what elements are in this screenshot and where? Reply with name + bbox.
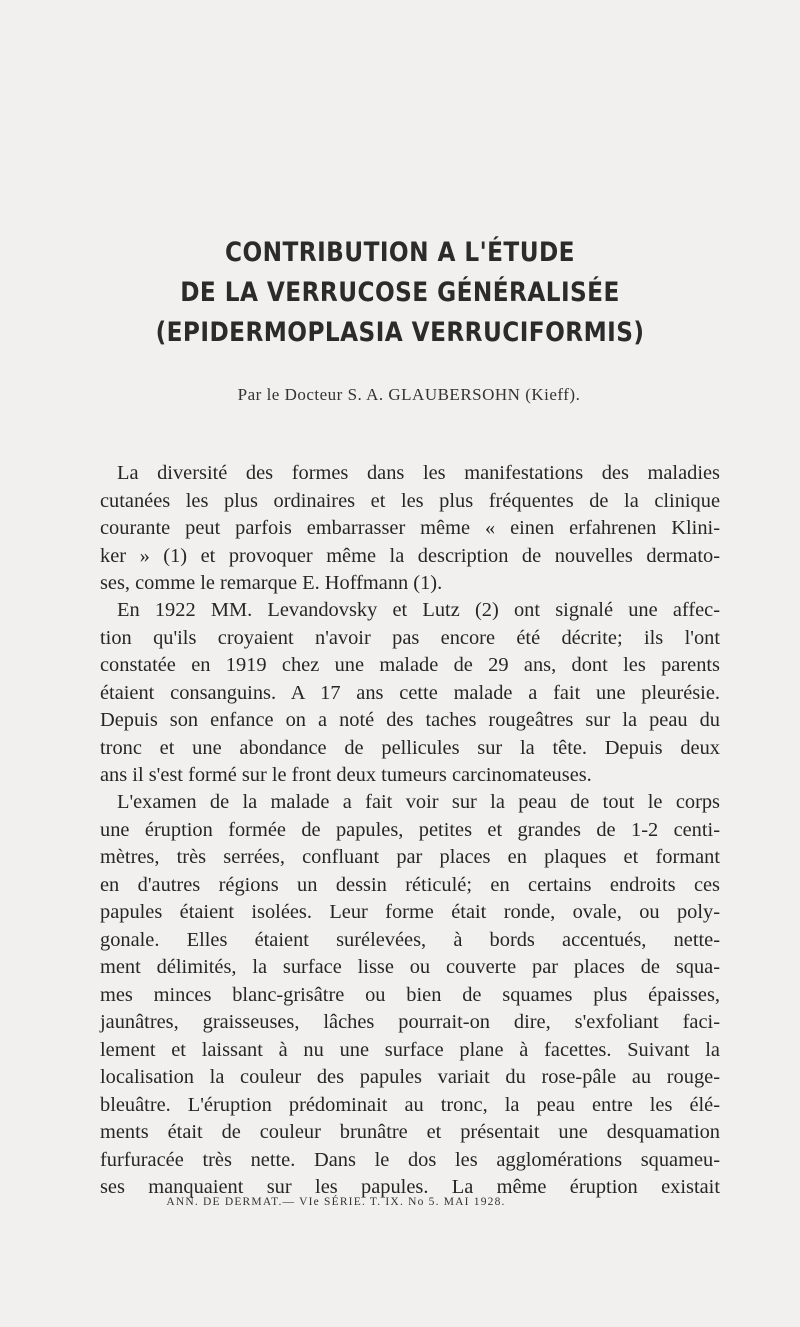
text-line: constatée en 1919 chez une malade de 29 ans, dont les parents bbox=[100, 654, 720, 676]
text-line: tronc et une abondance de pellicules sur la tête. Depuis deux bbox=[100, 736, 720, 759]
text-line: La diversité des formes dans les manifestations des maladies bbox=[117, 462, 720, 484]
text-line: ans il s'est formé sur le front deux tumeurs carcinomateuses. bbox=[100, 764, 592, 786]
title-line-2: DE LA VERRUCOSE GÉNÉRALISÉE bbox=[180, 277, 620, 308]
text-line: papules étaient isolées. Leur forme était ronde, ovale, ou poly- bbox=[100, 901, 720, 923]
text-line: une éruption formée de papules, petites et grandes de 1-2 centi- bbox=[100, 818, 720, 841]
author-byline: Par le Docteur S. A. GLAUBERSOHN (Kieff). bbox=[237, 385, 581, 404]
text-line: lement et laissant à nu une surface plane à facettes. Suivant la bbox=[100, 1038, 720, 1061]
text-line: L'examen de la malade a fait voir sur la peau de tout le corps bbox=[117, 791, 720, 813]
text-line: ses, comme le remarque E. Hoffmann (1). bbox=[100, 572, 443, 594]
text-line: tion qu'ils croyaient n'avoir pas encore été décrite; ils l'ont bbox=[100, 626, 720, 649]
text-line: localisation la couleur des papules variait du rose-pâle au rouge- bbox=[100, 1066, 720, 1088]
text-line: courante peut parfois embarrasser même « einen erfahrenen Klini- bbox=[100, 517, 720, 539]
text-line: ment délimités, la surface lisse ou couverte par places de squa- bbox=[100, 956, 720, 978]
text-line: jaunâtres, graisseuses, lâches pourrait-on dire, s'exfoliant faci- bbox=[100, 1011, 720, 1033]
paragraph-2 bbox=[100, 597, 720, 790]
text-line: ses manquaient sur les papules. La même éruption existait bbox=[100, 1176, 720, 1198]
text-line: furfuracée très nette. Dans le dos les agglomérations squameu- bbox=[100, 1148, 720, 1171]
text-line: étaient consanguins. A 17 ans cette malade a fait une pleurésie. bbox=[100, 681, 720, 704]
title-line-1: CONTRIBUTION A L'ÉTUDE bbox=[225, 237, 575, 268]
text-line: mètres, très serrées, confluant par places en plaques et formant bbox=[100, 846, 720, 868]
paragraph-3 bbox=[100, 789, 720, 1202]
text-line: ker » (1) et provoquer même la description de nouvelles dermato- bbox=[100, 544, 720, 567]
title-line-3: (EPIDERMOPLASIA VERRUCIFORMIS) bbox=[155, 317, 645, 348]
text-line: En 1922 MM. Levandovsky et Lutz (2) ont signalé une affec- bbox=[117, 599, 720, 621]
text-line: cutanées les plus ordinaires et les plus fréquentes de la clinique bbox=[100, 489, 720, 512]
text-line: bleuâtre. L'éruption prédominait au tronc, la peau entre les élé- bbox=[100, 1093, 720, 1116]
text-line: mes minces blanc-grisâtre ou bien de squames plus épaisses, bbox=[100, 983, 720, 1006]
text-line: en d'autres régions un dessin réticulé; en certains endroits ces bbox=[100, 873, 720, 896]
text-line: gonale. Elles étaient surélevées, à bords accentués, nette- bbox=[100, 928, 720, 951]
journal-footer: ANN. DE DERMAT.— VIe SÉRIE. T. IX. No 5. MAI 1928. bbox=[166, 1196, 506, 1208]
text-line: ments était de couleur brunâtre et présentait une desquamation bbox=[100, 1121, 720, 1143]
text-line: Depuis son enfance on a noté des taches rougeâtres sur la peau du bbox=[100, 709, 720, 731]
paragraph-1 bbox=[100, 460, 720, 598]
